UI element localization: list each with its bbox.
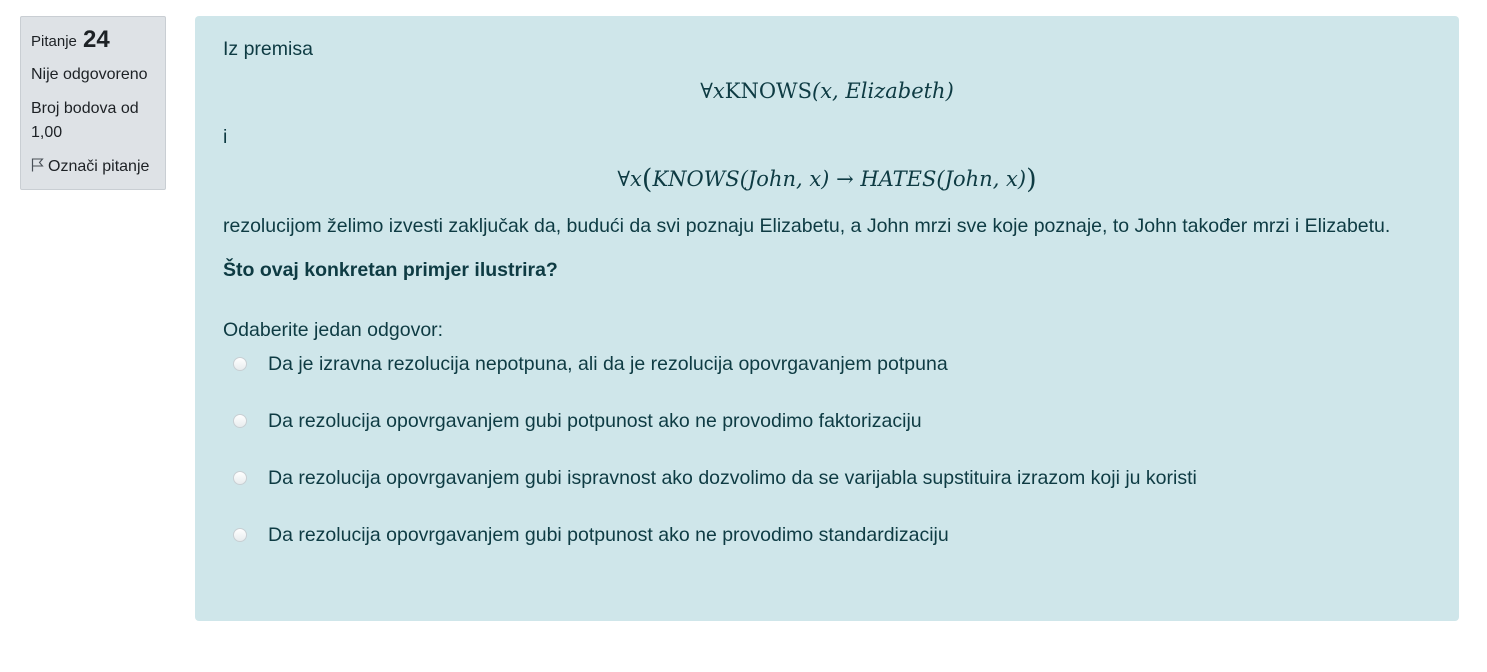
answer-radio[interactable] xyxy=(233,471,247,485)
question-description: rezolucijom želimo izvesti zaključak da, budući da svi poznaju Elizabetu, a John mrzi sve koje poznaje, to John također mrzi i Elizabetu. xyxy=(223,215,1391,237)
question-label: Pitanje xyxy=(31,33,77,50)
answer-radio[interactable] xyxy=(233,357,247,371)
question-number: 24 xyxy=(83,26,110,53)
answer-label[interactable]: Da je izravna rezolucija nepotpuna, ali da je rezolucija opovrgavanjem potpuna xyxy=(268,353,948,375)
answer-prompt: Odaberite jedan odgovor: xyxy=(223,319,444,341)
answer-label[interactable]: Da rezolucija opovrgavanjem gubi potpunost ako ne provodimo faktorizaciju xyxy=(268,410,922,432)
answer-option[interactable] xyxy=(233,349,1431,379)
formula-premise-2: ∀x(KNOWS(John, x) → HATES(John, x)) xyxy=(617,164,1037,195)
question-number-line xyxy=(31,25,155,57)
answer-radio[interactable] xyxy=(233,414,247,428)
answer-option[interactable] xyxy=(233,406,1431,436)
flag-icon xyxy=(31,158,44,172)
answer-label[interactable]: Da rezolucija opovrgavanjem gubi ispravnost ako dozvolimo da se varijabla supstituira izrazom koji ju koristi xyxy=(268,467,1197,489)
answer-option[interactable] xyxy=(233,463,1431,493)
question-info-panel xyxy=(20,16,166,190)
flag-question-label: Označi pitanje xyxy=(48,158,150,175)
question-grade: Broj bodova od 1,00 xyxy=(31,100,139,141)
question-connector: i xyxy=(223,126,228,148)
question-intro: Iz premisa xyxy=(223,38,313,60)
question-content xyxy=(195,16,1459,621)
question-state: Nije odgovoreno xyxy=(31,66,148,83)
answer-list xyxy=(223,349,1431,550)
formula-premise-1: ∀xKNOWS(x, Elizabeth) xyxy=(700,79,954,103)
answer-radio[interactable] xyxy=(233,528,247,542)
question-prompt: Što ovaj konkretan primjer ilustrira? xyxy=(223,259,558,281)
flag-question-link[interactable] xyxy=(31,155,155,179)
answer-label[interactable]: Da rezolucija opovrgavanjem gubi potpunost ako ne provodimo standardizaciju xyxy=(268,524,949,546)
answer-option[interactable] xyxy=(233,520,1431,550)
